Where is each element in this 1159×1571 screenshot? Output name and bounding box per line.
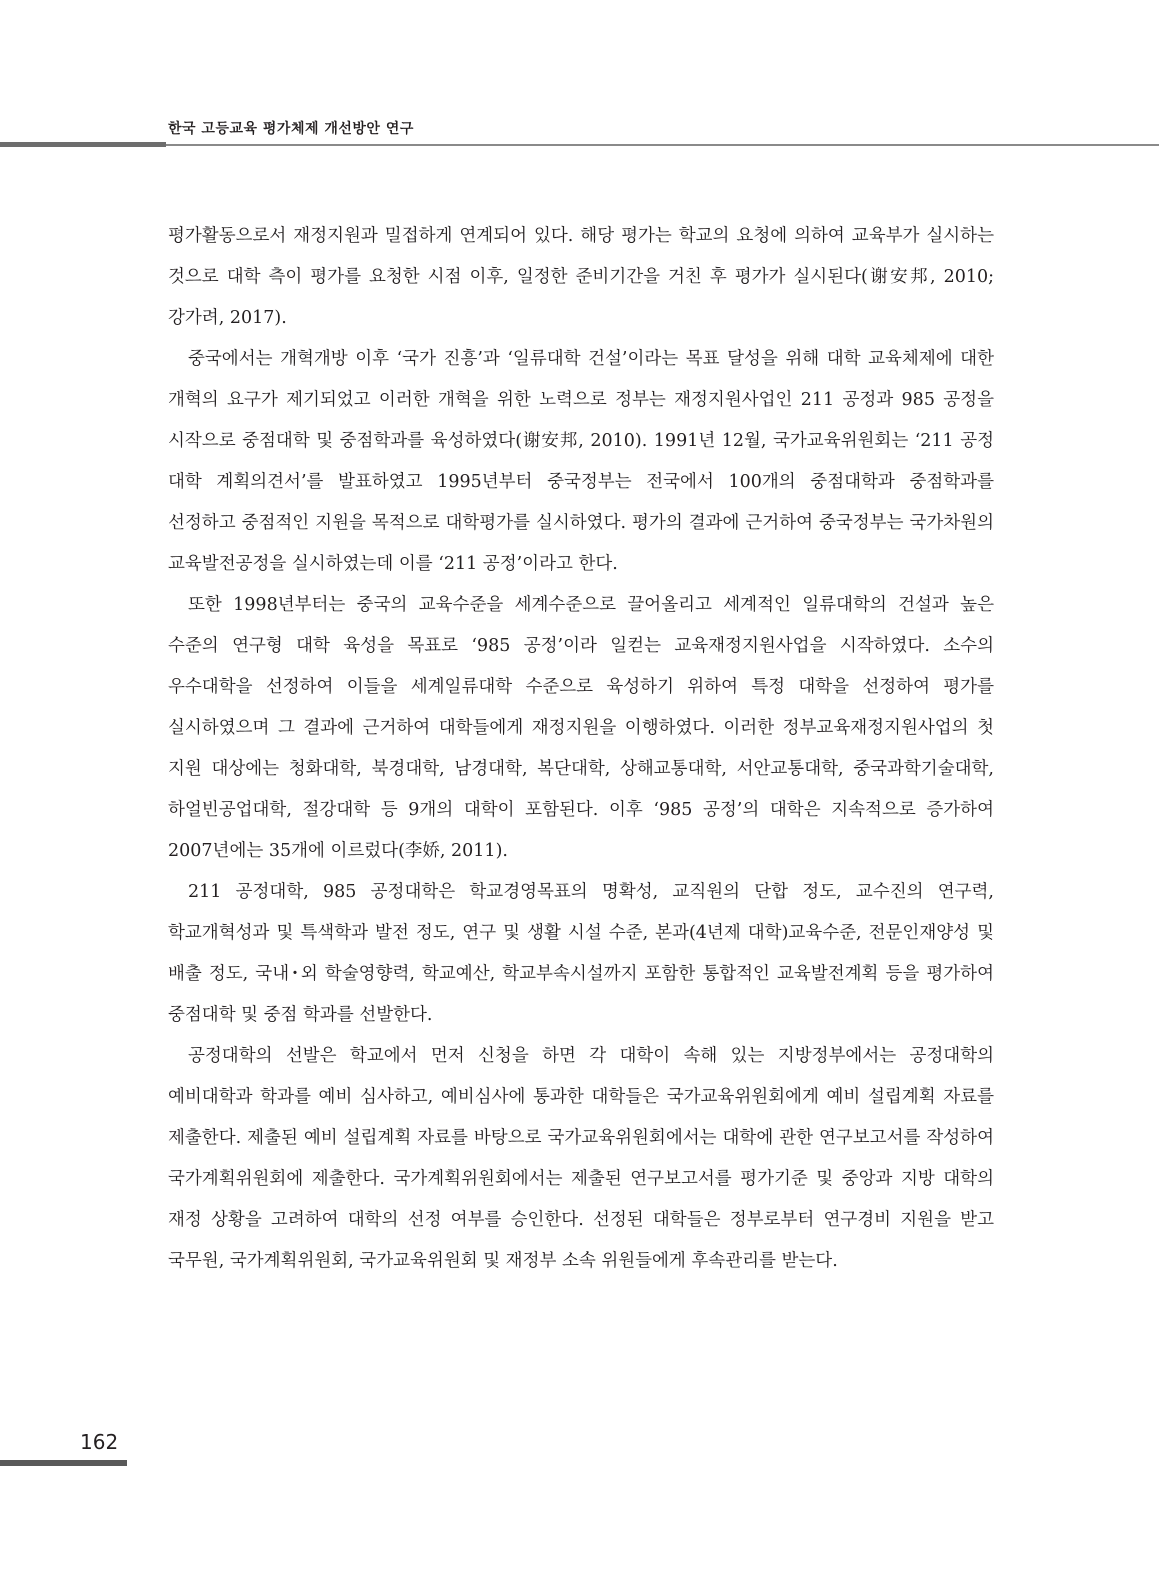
body-text bbox=[168, 216, 994, 1282]
paragraph-3: 또한 1998년부터는 중국의 교육수준을 세계수준으로 끌어올리고 세계적인 일류대학의 건설과 높은 수준의 연구형 대학 육성을 목표로 ‘985 공정’이라 일컫는 교육재정지원사업을 시작하였다. 소수의 우수대학을 선정하여 이들을 세계일류대학 수준으로 육성하기 위하여 특정 대학을 선정하여 평가를 실시하였으며 그 결과에 근거하여 대학들에게 재정지원을 이행하였다. 이러한 정부교육재정지원사업의 첫 지원 대상에는 청화대학, 북경대학, 남경대학, 복단대학, 상해교통대학, 서안교통대학, 중국과학기술대학, 하얼빈공업대학, 절강대학 등 9개의 대학이 포함된다. 이후 ‘985 공정’의 대학은 지속적으로 증가하여 2007년에는 35개에 이르렀다(李娇, 2011). bbox=[168, 595, 994, 861]
paragraph-4: 211 공정대학, 985 공정대학은 학교경영목표의 명확성, 교직원의 단합 정도, 교수진의 연구력, 학교개혁성과 및 특색학과 발전 정도, 연구 및 생활 시설 수준, 본과(4년제 대학)교육수준, 전문인재양성 및 배출 정도, 국내･외 학술영향력, 학교예산, 학교부속시설까지 포함한 통합적인 교육발전계획 등을 평가하여 중점대학 및 중점 학과를 선발한다. bbox=[168, 882, 994, 1025]
header-rule bbox=[0, 144, 1159, 146]
paragraph-2: 중국에서는 개혁개방 이후 ‘국가 진흥’과 ‘일류대학 건설’이라는 목표 달성을 위해 대학 교육체제에 대한 개혁의 요구가 제기되었고 이러한 개혁을 위한 노력으로 정부는 재정지원사업인 211 공정과 985 공정을 시작으로 중점대학 및 중점학과를 육성하였다(谢安邦, 2010). 1991년 12월, 국가교육위원회는 ‘211 공정 대학 계획의견서’를 발표하였고 1995년부터 중국정부는 전국에서 100개의 중점대학과 중점학과를 선정하고 중점적인 지원을 목적으로 대학평가를 실시하였다. 평가의 결과에 근거하여 중국정부는 국가차원의 교육발전공정을 실시하였는데 이를 ‘211 공정’이라고 한다. bbox=[168, 349, 994, 574]
header-rule-accent bbox=[0, 142, 166, 147]
running-header-title: 한국 고등교육 평가체제 개선방안 연구 bbox=[168, 121, 414, 137]
footer-rule bbox=[0, 1460, 127, 1466]
paragraph-1: 평가활동으로서 재정지원과 밀접하게 연계되어 있다. 해당 평가는 학교의 요청에 의하여 교육부가 실시하는 것으로 대학 측이 평가를 요청한 시점 이후, 일정한 준비기간을 거친 후 평가가 실시된다(谢安邦, 2010; 강가려, 2017). bbox=[168, 226, 994, 328]
paragraph-5: 공정대학의 선발은 학교에서 먼저 신청을 하면 각 대학이 속해 있는 지방정부에서는 공정대학의 예비대학과 학과를 예비 심사하고, 예비심사에 통과한 대학들은 국가교육위원회에게 예비 설립계획 자료를 제출한다. 제출된 예비 설립계획 자료를 바탕으로 국가교육위원회에서는 대학에 관한 연구보고서를 작성하여 국가계획위원회에 제출한다. 국가계획위원회에서는 제출된 연구보고서를 평가기준 및 중앙과 지방 대학의 재정 상황을 고려하여 대학의 선정 여부를 승인한다. 선정된 대학들은 정부로부터 연구경비 지원을 받고 국무원, 국가계획위원회, 국가교육위원회 및 재정부 소속 위원들에게 후속관리를 받는다. bbox=[168, 1046, 994, 1271]
page-number: 162 bbox=[80, 1430, 119, 1454]
